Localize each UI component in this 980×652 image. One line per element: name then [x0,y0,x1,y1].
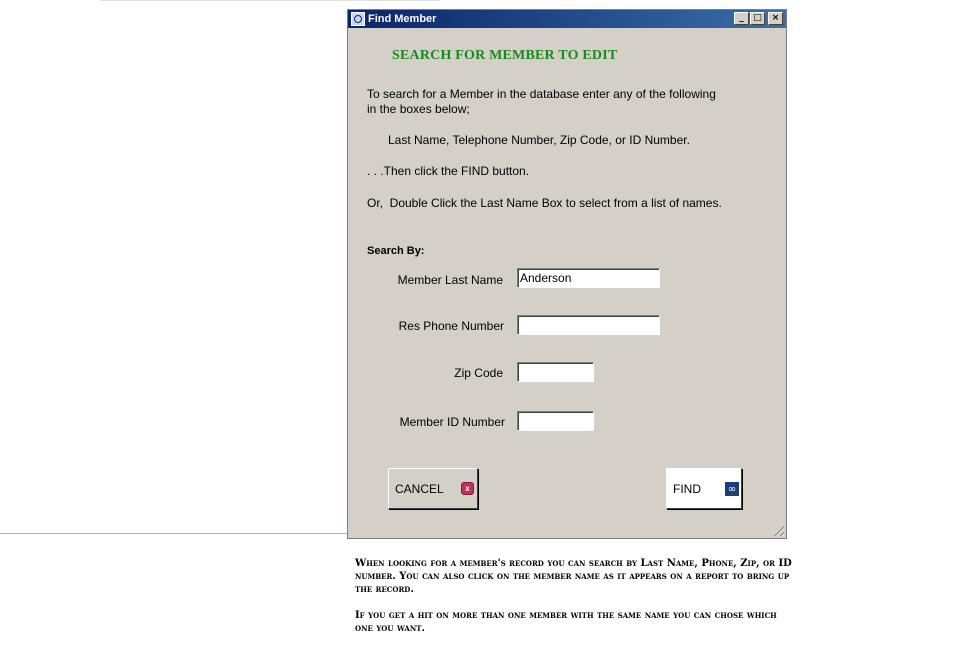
instruction-or: Or, Double Click the Last Name Box to select from a list of names. [367,196,722,210]
maximize-button[interactable]: □ [750,12,765,25]
window-title: Find Member [368,13,437,25]
background-frame-line [0,533,347,534]
close-button[interactable]: × [768,12,783,25]
resize-grip[interactable] [772,524,784,536]
cancel-button-label: CANCEL [395,481,444,496]
last-name-input[interactable] [517,268,660,288]
help-note-paragraph-1: When looking for a member's record you can search by Last Name, Phone, Zip, or ID number. You can also click on the member name as it appears on a report to bring up the record. [355,558,792,595]
find-button-label: FIND [673,481,701,496]
help-note [355,557,795,648]
zip-label: Zip Code [454,366,503,380]
window-controls [734,12,783,25]
phone-input[interactable] [517,315,660,335]
zip-input[interactable] [517,362,594,382]
instruction-then: . . .Then click the FIND button. [367,164,530,178]
cancel-x-icon: x [461,482,474,495]
last-name-label: Member Last Name [397,273,503,287]
app-icon [351,12,365,26]
instruction-criteria: Last Name, Telephone Number, Zip Code, or ID Number. [388,133,690,147]
title-bar[interactable] [348,10,786,28]
phone-label: Res Phone Number [398,319,504,333]
member-id-input[interactable] [517,411,594,431]
search-by-label: Search By: [367,245,425,257]
member-id-label: Member ID Number [399,415,505,429]
find-member-window [347,9,787,539]
page-heading: SEARCH FOR MEMBER TO EDIT [392,48,618,63]
minimize-button[interactable]: _ [734,12,749,25]
instruction-line-2: in the boxes below; [367,102,470,116]
help-note-paragraph-2: If you get a hit on more than one member with the same name you can chose which one you want. [355,610,777,634]
find-button[interactable] [666,468,742,509]
instruction-line-1: To search for a Member in the database enter any of the following [367,87,716,101]
cancel-button[interactable] [388,468,478,509]
background-frame-line-top [100,0,440,1]
binoculars-icon: ∞ [725,482,739,496]
